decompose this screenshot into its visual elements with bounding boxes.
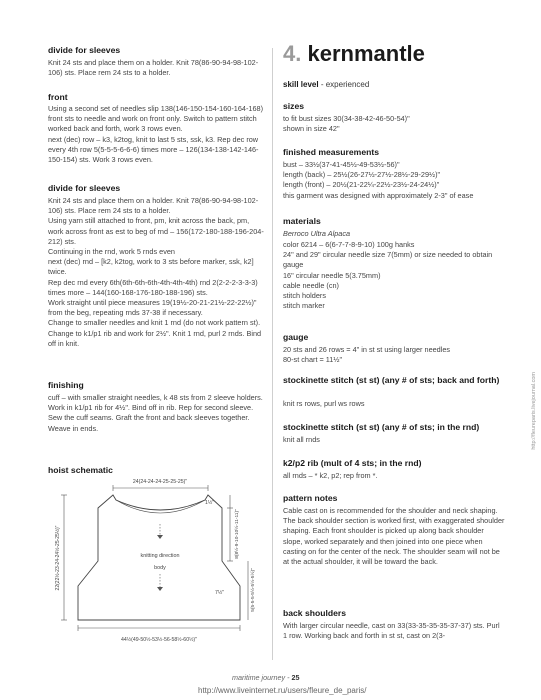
rib-heading: k2/p2 rib (mult of 4 sts; in the rnd) <box>283 458 422 468</box>
stockinette-flat-text: knit rs rows, purl ws rows <box>283 399 365 408</box>
bottom-width-label: 44½(49-50½-53½-56-58½-60½)" <box>121 637 197 643</box>
column-divider <box>272 48 273 660</box>
front-text: Using a second set of needles slip 138(146-150-154-160-164-168) front sts to needle and work on front only. Switch to pattern stitch worked back and forth, work 3 rows even. next (dec) row – k3, k2tog, knit to last 5 sts, ssk, k3. Rep dec row every 4th row 5(5-5-5-6-6-6) times more – 126(134-138-142-146-150-154) sts. Work 3 rows even. <box>48 104 263 165</box>
divide-sleeves-heading-2: divide for sleeves <box>48 183 121 193</box>
pattern-notes-text: Cable cast on is recommended for the shoulder and neck shaping. The back shoulder section is worked first, with exaggerated shoulder shaping. Each front shoulder is picked up along back shoulder slope, worked separately and then joined into one piece when casting on for the center of the neck. The shoulder seam will not be at the actual shoulder, it will be toward the back. <box>283 506 505 567</box>
hoist-schematic <box>8 478 256 653</box>
pattern-number: 4. <box>283 41 302 66</box>
skill-level <box>283 79 369 90</box>
schematic-heading: hoist schematic <box>48 465 113 475</box>
materials-text: color 6214 – 6(6-7-7-8-9-10) 100g hanks 24" and 29" circular needle size 7(5mm) or size needed to obtain gauge 16" circular needle 5(3.75mm) cable needle (cn) stitch holders stitch marker <box>283 240 493 311</box>
journal-name: maritime journey - <box>232 673 292 682</box>
back-shoulders-heading: back shoulders <box>283 608 347 618</box>
shoulder-drop-label: 1½" <box>204 500 214 506</box>
stockinette-round-text: knit all rnds <box>283 435 320 444</box>
arrow-head-top <box>157 535 163 539</box>
finishing-heading: finishing <box>48 380 84 390</box>
back-shoulders-text: With larger circular needle, cast on 33(33-35-35-35-37-37) sts. Purl 1 row. Working back and forth in st st, cast on 2(3- <box>283 621 500 641</box>
knitting-direction-label: knitting direction <box>140 553 180 559</box>
side-watermark: http://fleureparis.livejournal.com <box>531 372 537 450</box>
top-width-label: 24(24-24-24-25-25-25)" <box>132 479 188 485</box>
divide-sleeves-text-2: Knit 24 sts and place them on a holder. Knit 78(86-90-94-98-102-106) sts. Place rem 24 sts to a holder. Using yarn still attached to front, pm, knit across the back, pm, work across front as est to beg of rnd – 156(172-180-188-196-204-212) sts. Continuing in the rnd, work 5 rnds even next (dec) rnd – [k2, k2tog, work to 3 sts before marker, ssk, k2] twice. Rep dec rnd every 6th(6th-6th-6th-4th-4th-4th) rnd 2(2-2-2-3-3-3) times more – 144(160-168-176-180-188-196) sts. Work straight until piece measures 19(19½-20-21-21½-22-22½)" from the beg, repeating rnds 37-38 if necessary. Change to smaller needles and knit 1 rnd (do not work pattern st). Change to k1/p1 rib and work for 2½". Knit 1 rnd, purl 2 rnds. Bind off in knit. <box>48 196 264 348</box>
materials-heading: materials <box>283 216 321 226</box>
source-url[interactable]: http://www.liveinternet.ru/users/fleure_de_paris/ <box>198 686 367 695</box>
sizes-heading: sizes <box>283 101 305 111</box>
skill-level-label: skill level <box>283 80 319 89</box>
skill-level-value: - experienced <box>320 80 370 89</box>
divide-sleeves-text: Knit 24 sts and place them on a holder. Knit 78(86-90-94-98-102-106) sts. Place rem 24 sts to a holder. <box>48 58 259 78</box>
finished-measurements-heading: finished measurements <box>283 147 379 157</box>
body-label: body <box>154 565 166 571</box>
left-height-label: 22(22½-23-24-24½-25-25½)" <box>55 525 61 591</box>
page-number: 25 <box>291 673 300 682</box>
lower-drop-label: 7½" <box>214 590 224 596</box>
gauge-heading: gauge <box>283 332 309 342</box>
stockinette-round-heading: stockinette stitch (st st) (any # of sts; in the rnd) <box>283 422 480 432</box>
finishing-text: cuff – with smaller straight needles, k 48 sts from 2 sleeve holders. Work in k1/p1 rib for 4½". Bind off in rib. Rep for second sleeve. Sew the cuff seams. Graft the front and back sleeves together. Weave in ends. <box>48 393 263 433</box>
arrow-head-bottom <box>157 587 163 591</box>
pattern-notes-heading: pattern notes <box>283 493 338 503</box>
page-footer <box>232 673 300 682</box>
materials-brand: Berroco Ultra Alpaca <box>283 229 351 238</box>
armhole-depth-label: 8(8½-9-10-10½-11-11)" <box>235 509 240 559</box>
pattern-title <box>283 42 425 66</box>
finished-measurements-text: bust – 33½(37-41-45½-49-53½-56)" length (back) – 25½(26-27½-27½-28½-29-29½)" length (front) – 20½(21-22¼-22½-23½-24-24½)" this garment was designed with approximately 2-3" of ease <box>283 160 474 200</box>
front-heading: front <box>48 92 68 102</box>
stockinette-flat-heading: stockinette stitch (st st) (any # of sts; back and forth) <box>283 375 500 385</box>
gauge-text: 20 sts and 26 rows = 4" in st st using larger needles 80-st chart = 11½" <box>283 345 451 365</box>
sleeve-section-label: 5(5-5-5-5½-5½-5½)" <box>251 568 256 612</box>
divide-sleeves-heading: divide for sleeves <box>48 45 121 55</box>
rib-text: all rnds – * k2, p2; rep from *. <box>283 471 378 480</box>
sizes-text: to fit bust sizes 30(34-38-42-46-50-54)" shown in size 42" <box>283 114 410 134</box>
neckline <box>116 500 205 513</box>
pattern-name: kernmantle <box>307 41 425 66</box>
